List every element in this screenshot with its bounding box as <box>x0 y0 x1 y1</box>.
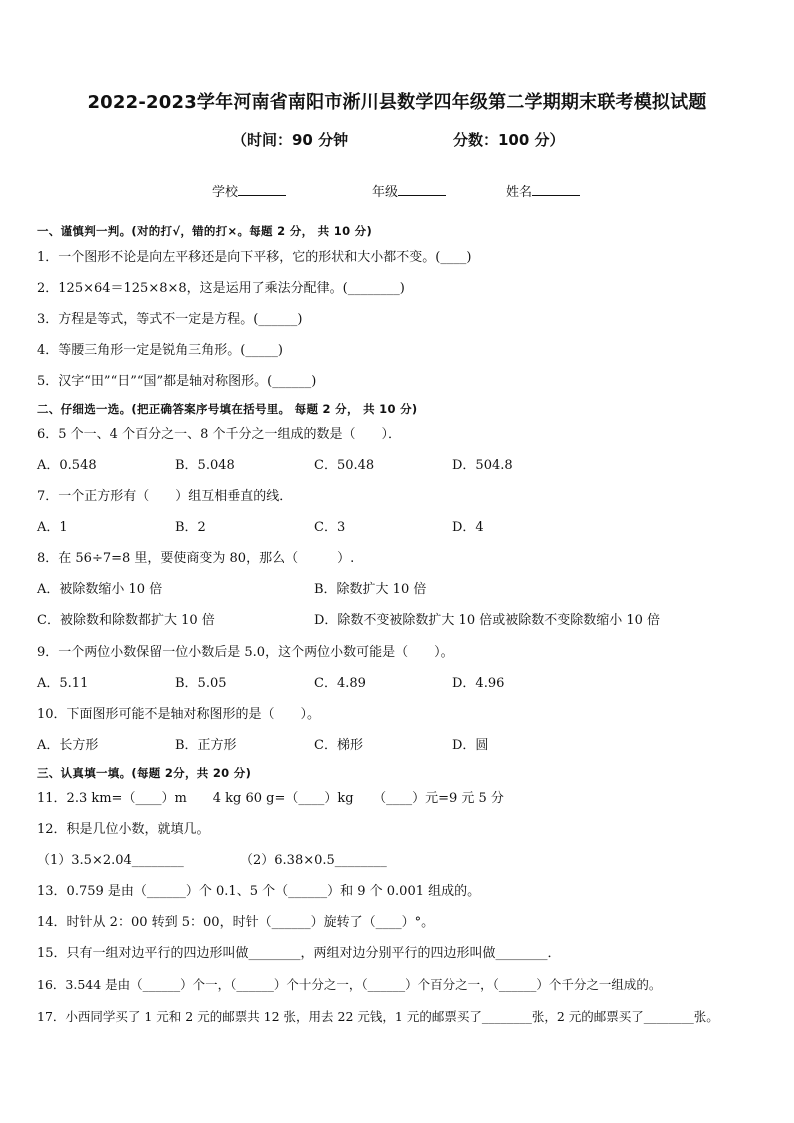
grade-field[interactable] <box>372 181 446 200</box>
q7-option-b[interactable]: B．2 <box>175 520 206 535</box>
question-13: 13．0.759 是由（______）个 0.1、5 个（______）和 9 个 0.001 组成的。 <box>37 884 481 899</box>
q6-option-a[interactable]: A．0.548 <box>37 458 97 473</box>
question-5: 5．汉字“田”“日”“国”都是轴对称图形。(______) <box>37 374 317 389</box>
q10-option-d[interactable]: D．圆 <box>452 738 489 753</box>
q9-option-d[interactable]: D．4.96 <box>452 676 505 691</box>
grade-label: 年级 <box>372 185 399 200</box>
school-blank[interactable] <box>238 182 286 196</box>
q9-option-b[interactable]: B．5.05 <box>175 676 227 691</box>
q7-option-c[interactable]: C．3 <box>314 520 346 535</box>
section-3-heading: 三、认真填一填。(每题 2分，共 20 分) <box>37 766 252 780</box>
question-7: 7．一个正方形有（ ）组互相垂直的线． <box>37 489 293 504</box>
q6-option-c[interactable]: C．50.48 <box>314 458 375 473</box>
name-field[interactable] <box>506 181 580 200</box>
q7-option-d[interactable]: D．4 <box>452 520 484 535</box>
question-16: 16．3.544 是由（______）个一，（______）个十分之一，（______）个百分之一，（______）个千分之一组成的。 <box>37 977 662 992</box>
page-title: 2022-2023学年河南省南阳市淅川县数学四年级第二学期期末联考模拟试题 <box>87 92 707 113</box>
question-1: 1．一个图形不论是向左平移还是向下平移，它的形状和大小都不变。(____) <box>37 250 472 265</box>
section-2-heading: 二、仔细选一选。(把正确答案序号填在括号里。 每题 2 分， 共 10 分) <box>37 402 418 416</box>
question-12-part-2: （2）6.38×0.5________ <box>240 853 387 868</box>
q6-option-b[interactable]: B．5.048 <box>175 458 235 473</box>
name-blank[interactable] <box>532 182 580 196</box>
question-15: 15．只有一组对边平行的四边形叫做________，两组对边分别平行的四边形叫做________． <box>37 946 561 961</box>
question-2: 2．125×64＝125×8×8，这是运用了乘法分配律。(________) <box>37 281 405 296</box>
grade-blank[interactable] <box>398 182 446 196</box>
question-6: 6．5 个一、4 个百分之一、8 个千分之一组成的数是（ ）． <box>37 427 401 442</box>
question-11: 11．2.3 km=（____）m 4 kg 60 g=（____）kg （____）元=9 元 5 分 <box>37 791 504 806</box>
name-label: 姓名 <box>506 185 533 200</box>
question-10: 10．下面图形可能不是轴对称图形的是（ ）。 <box>37 707 321 722</box>
school-field[interactable] <box>212 181 286 200</box>
section-1-heading: 一、谨慎判一判。(对的打√，错的打×。每题 2 分， 共 10 分) <box>37 224 373 238</box>
q8-option-a[interactable]: A．被除数缩小 10 倍 <box>37 582 163 597</box>
exam-score: 分数：100 分） <box>453 131 565 149</box>
q8-option-b[interactable]: B．除数扩大 10 倍 <box>314 582 427 597</box>
q8-option-d[interactable]: D．除数不变被除数扩大 10 倍或被除数不变除数缩小 10 倍 <box>314 613 661 628</box>
question-12: 12．积是几位小数，就填几。 <box>37 822 210 837</box>
q7-option-a[interactable]: A．1 <box>37 520 68 535</box>
question-8: 8．在 56÷7=8 里，要使商变为 80，那么（ ）. <box>37 551 355 566</box>
q10-option-b[interactable]: B．正方形 <box>175 738 237 753</box>
q8-option-c[interactable]: C．被除数和除数都扩大 10 倍 <box>37 613 215 628</box>
question-4: 4．等腰三角形一定是锐角三角形。(_____) <box>37 343 283 358</box>
exam-time: （时间：90 分钟 <box>232 131 349 149</box>
question-3: 3．方程是等式，等式不一定是方程。(______) <box>37 312 303 327</box>
q9-option-c[interactable]: C．4.89 <box>314 676 366 691</box>
question-14: 14．时针从 2：00 转到 5：00，时针（______）旋转了（____）°。 <box>37 915 435 930</box>
question-9: 9．一个两位小数保留一位小数后是 5.0，这个两位小数可能是（ ）。 <box>37 645 454 660</box>
school-label: 学校 <box>212 185 239 200</box>
q9-option-a[interactable]: A．5.11 <box>37 676 89 691</box>
q10-option-a[interactable]: A．长方形 <box>37 738 99 753</box>
q10-option-c[interactable]: C．梯形 <box>314 738 363 753</box>
question-17: 17．小西同学买了 1 元和 2 元的邮票共 12 张，用去 22 元钱，1 元的邮票买了________张，2 元的邮票买了________张。 <box>37 1009 719 1024</box>
q6-option-d[interactable]: D．504.8 <box>452 458 513 473</box>
question-12-part-1: （1）3.5×2.04________ <box>37 853 184 868</box>
